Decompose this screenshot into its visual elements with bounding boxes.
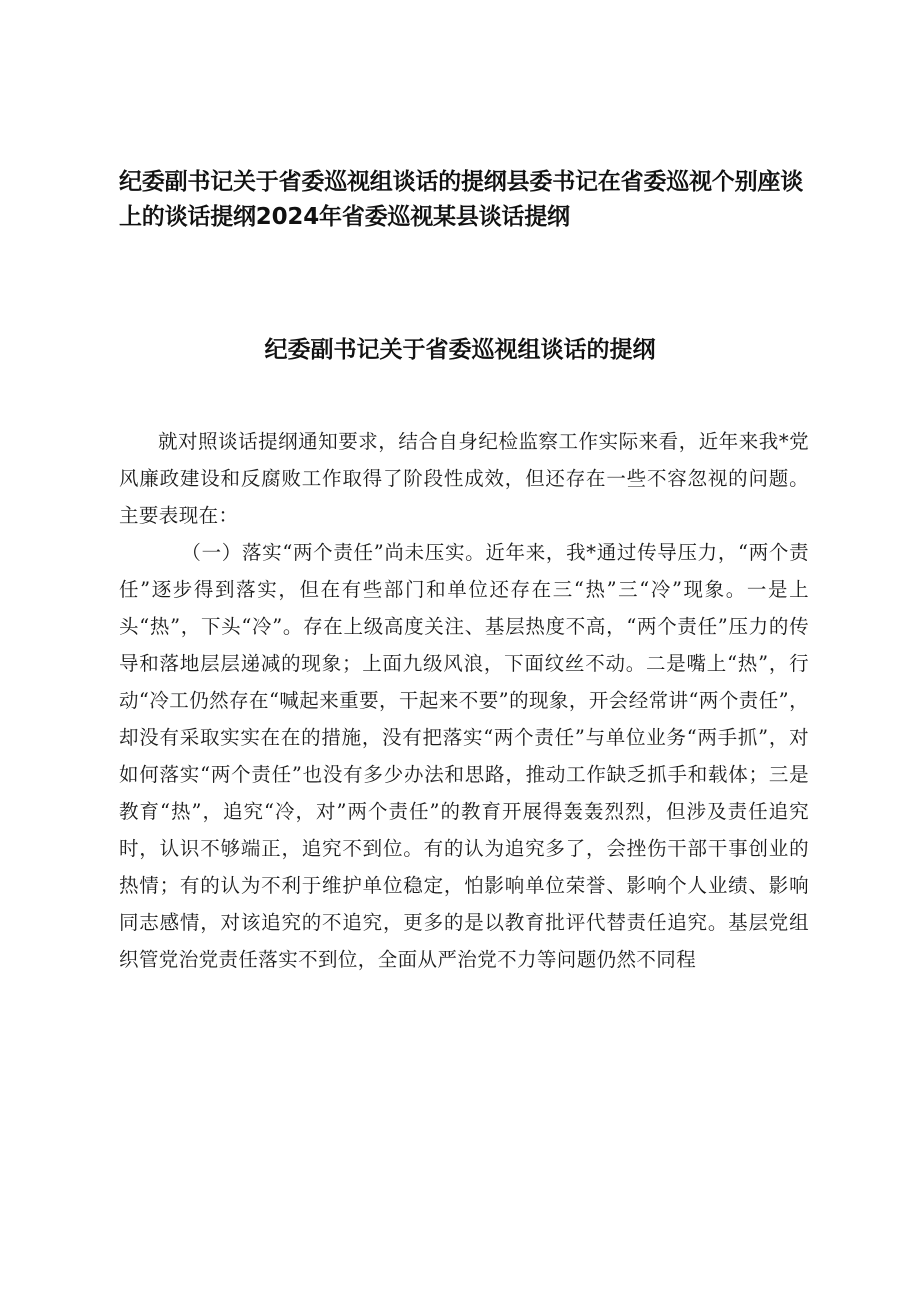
section-title: 纪委副书记关于省委巡视组谈话的提纲 (264, 337, 656, 363)
paragraph-intro: 就对照谈话提纲通知要求，结合自身纪检监察工作实际来看，近年来我*党风廉政建设和反腐败工作取得了阶段性成效，但还存在一些不容忽视的问题。主要表现在： (119, 430, 809, 527)
paragraph-item-one: （一）落实“两个责任”尚未压实。近年来，我*通过传导压力，“两个责任”逐步得到落实，但在有些部门和单位还存在三“热”三“冷”现象。一是上头“热”，下头“冷”。存在上级高度关注、基层热度不高，“两个责任”压力的传导和落地层层递减的现象；上面九级风浪，下面纹丝不动。二是嘴上“热”，行动“冷工仍然存在“喊起来重要，干起来不要”的现象，开会经常讲“两个责任”，却没有采取实实在在的措施，没有把落实“两个责任”与单位业务“两手抓”，对如何落实“两个责任”也没有多少办法和思路，推动工作缺乏抓手和载体；三是教育“热”，追究“冷，对”两个责任”的教育开展得轰轰烈烈，但涉及责任追究时，认识不够端正，追究不到位。有的认为追究多了，会挫伤干部干事创业的热情；有的认为不利于维护单位稳定，怕影响单位荣誉、影响个人业绩、影响同志感情，对该追究的不追究，更多的是以教育批评代替责任追究。基层党组织管党治党责任落实不到位，全面从严治党不力等问题仍然不同程 (119, 541, 809, 971)
document-main-title: 纪委副书记关于省委巡视组谈话的提纲县委书记在省委巡视个别座谈上的谈话提纲2024年省委巡视某县谈话提纲 (119, 169, 804, 230)
document-body (119, 423, 809, 978)
